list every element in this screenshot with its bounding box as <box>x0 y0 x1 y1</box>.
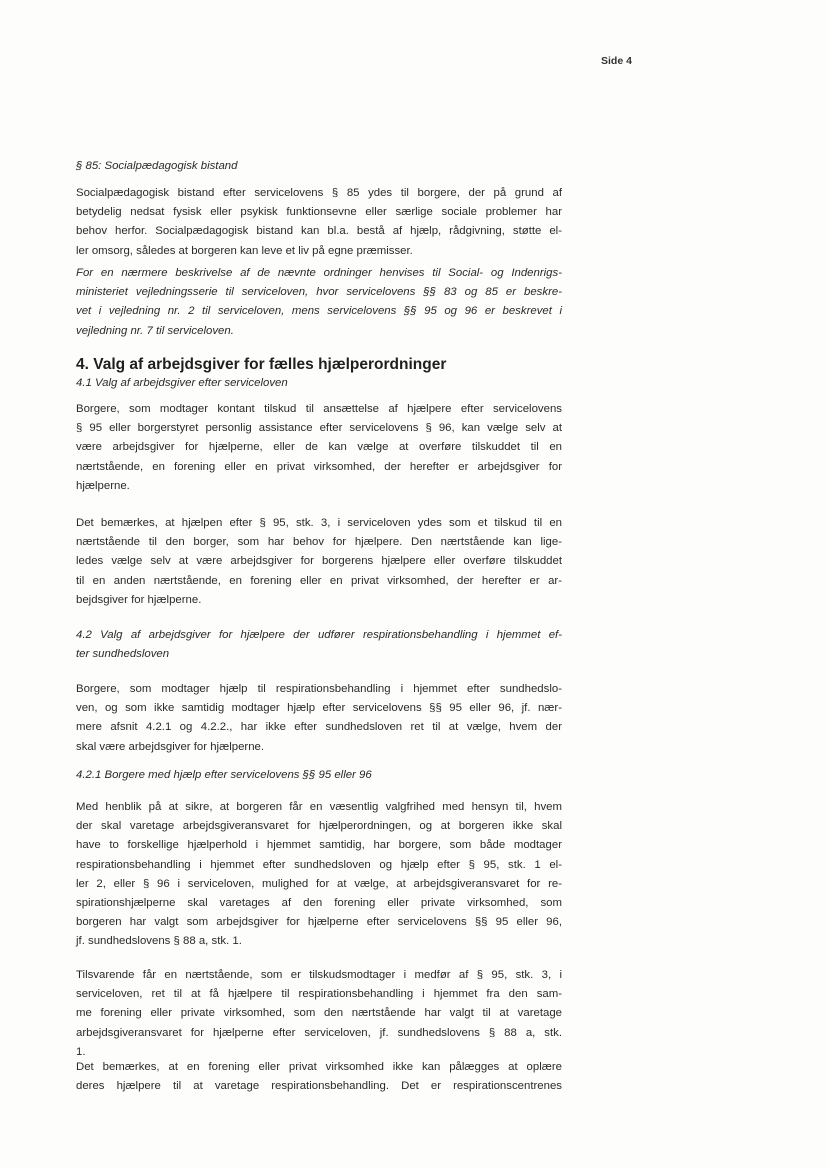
text-line: Borgere, som modtager hjælp til respirationsbehandling i hjemmet efter sundhedslo- <box>76 683 562 695</box>
text-line: spirationshjælperne skal varetages af den forening eller private virksomhed, som <box>76 897 562 910</box>
section-4-2-1-paragraph-2 <box>76 966 562 1062</box>
text-line: jf. sundhedslovens § 88 a, stk. 1. <box>76 935 242 948</box>
text-line: Tilsvarende får en nærtstående, som er tilskudsmodtager i medfør af § 95, stk. 3, i <box>76 969 562 981</box>
text-line: hjælperne. <box>76 479 130 492</box>
text-line: ter sundhedsloven <box>76 648 170 661</box>
sec85-heading: § 85: Socialpædagogisk bistand <box>76 160 238 172</box>
section-4-2-paragraph <box>76 680 562 757</box>
text-line: der skal varetage arbejdsgiveransvaret for hjælperordningen, og at borgeren ikke skal <box>76 820 562 833</box>
text-line: vet i vejledning nr. 2 til serviceloven, mens servicelovens §§ 95 og 96 er beskrevet i <box>76 305 562 318</box>
section-4-2-1-heading: 4.2.1 Borgere med hjælp efter servicelovens §§ 95 eller 96 <box>76 769 372 781</box>
section-4-2-1-paragraph-3 <box>76 1058 562 1096</box>
sec85-body <box>76 184 562 261</box>
page-number: Side 4 <box>601 55 632 67</box>
text-line: betydelig nedsat fysisk eller psykisk funktionsevne eller særlige sociale problemer har <box>76 206 562 219</box>
text-line: ven, og som ikke samtidig modtager hjælp efter servicelovens §§ 95 eller 96, jf. nær- <box>76 702 562 715</box>
text-line: ler 2, eller § 96 i serviceloven, mulighed for at vælge, at arbejdsgiveransvaret for re- <box>76 877 562 890</box>
sec85-note <box>76 264 562 341</box>
text-line: § 95 eller borgerstyret personlig assistance efter servicelovens § 96, kan vælge selv at <box>76 422 562 435</box>
text-line: 1. <box>76 1045 86 1058</box>
text-line: respirationsbehandling i hjemmet efter sundhedsloven og hjælp efter § 95, stk. 1 el- <box>76 858 562 871</box>
text-line: deres hjælpere til at varetage respirationsbehandling. Det er respirationscentrenes <box>76 1080 562 1093</box>
text-line: nærtstående, en forening eller en privat virksomhed, der herefter er arbejdsgiver for <box>76 460 562 473</box>
text-line: behov herfor. Socialpædagogisk bistand kan bl.a. bestå af hjælp, rådgivning, støtte el- <box>76 225 562 238</box>
text-line: nærtstående til den borger, som har behov for hjælpere. Den nærtstående kan lige- <box>76 536 562 549</box>
text-line: være arbejdsgiver for hjælperne, eller de kan vælge at overføre tilskuddet til en <box>76 441 562 454</box>
text-line: skal være arbejdsgiver for hjælperne. <box>76 740 265 753</box>
text-line: Borgere, som modtager kontant tilskud til ansættelse af hjælpere efter servicelovens <box>76 403 562 415</box>
text-line: bejdsgiver for hjælperne. <box>76 593 202 606</box>
text-line: For en nærmere beskrivelse af de nævnte ordninger henvises til Social- og Indenrigs- <box>76 267 562 279</box>
section-4-2-heading <box>76 626 562 664</box>
text-line: Det bemærkes, at hjælpen efter § 95, stk. 3, i serviceloven ydes som et tilskud til en <box>76 517 562 529</box>
section-4-2-1-paragraph-1 <box>76 798 562 952</box>
text-line: Socialpædagogisk bistand efter servicelovens § 85 ydes til borgere, der på grund af <box>76 187 562 199</box>
text-line: borgeren har valgt som arbejdsgiver for hjælperne efter servicelovens §§ 95 eller 96, <box>76 916 562 929</box>
section-4-title: 4. Valg af arbejdsgiver for fælles hjælperordninger <box>76 356 447 373</box>
text-line: arbejdsgiveransvaret for hjælperne efter serviceloven, jf. sundhedslovens § 88 a, stk. <box>76 1026 562 1039</box>
text-line: Med henblik på at sikre, at borgeren får en væsentlig valgfrihed med hensyn til, hvem <box>76 801 562 813</box>
text-line: 4.2 Valg af arbejdsgiver for hjælpere der udfører respirationsbehandling i hjemmet ef- <box>76 629 562 641</box>
text-line: me forening eller private virksomhed, som den nærtstående har valgt til at varetage <box>76 1007 562 1020</box>
text-line: mere afsnit 4.2.1 og 4.2.2., har ikke efter sundhedsloven ret til at vælge, hvem der <box>76 721 562 734</box>
text-line: vejledning nr. 7 til serviceloven. <box>76 324 234 337</box>
section-4-1-paragraph-1 <box>76 400 562 496</box>
text-line: ledes vælge selv at være arbejdsgiver for borgerens hjælpere eller overføre tilskuddet <box>76 555 562 568</box>
text-line: serviceloven, ret til at få hjælpere til respirationsbehandling i hjemmet fra den sam- <box>76 988 562 1001</box>
text-line: have to forskellige hjælperhold i hjemmet samtidig, har borgere, som både modtager <box>76 839 562 852</box>
section-4-1-heading: 4.1 Valg af arbejdsgiver efter serviceloven <box>76 377 288 389</box>
text-line: Det bemærkes, at en forening eller privat virksomhed ikke kan pålægges at oplære <box>76 1061 562 1073</box>
text-line: ler omsorg, således at borgeren kan leve et liv på egne præmisser. <box>76 244 413 257</box>
text-line: til en anden nærtstående, en forening eller en privat virksomhed, der herefter er ar- <box>76 574 562 587</box>
text-line: ministeriet vejledningsserie til serviceloven, hvor servicelovens §§ 83 og 85 er beskre- <box>76 286 562 299</box>
section-4-1-paragraph-2 <box>76 514 562 610</box>
